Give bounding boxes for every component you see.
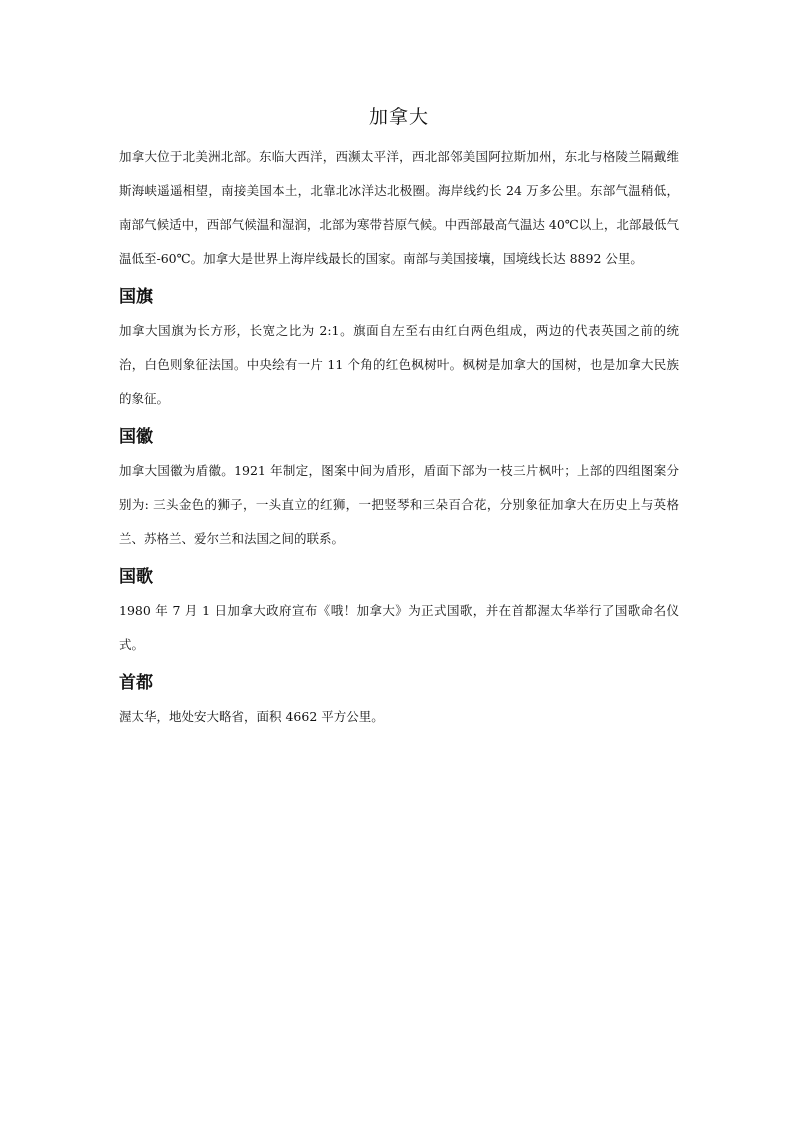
section-emblem xyxy=(119,416,679,556)
section-heading-flag: 国旗 xyxy=(119,287,153,307)
document-page xyxy=(119,100,679,734)
section-body-anthem: 1980 年 7 月 1 日加拿大政府宣布《哦！加拿大》为正式国歌，并在首都渥太华举行了国歌命名仪式。 xyxy=(119,603,679,652)
section-anthem xyxy=(119,556,679,662)
section-heading-capital: 首都 xyxy=(119,673,153,693)
intro-paragraph: 加拿大位于北美洲北部。东临大西洋，西濒太平洋，西北部邻美国阿拉斯加州，东北与格陵兰隔戴维斯海峡遥遥相望，南接美国本土，北靠北冰洋达北极圈。海岸线约长 24 万多公里。东部气温稍低，南部气候适中，西部气候温和湿润，北部为寒带苔原气候。中西部最高气温达 40℃以上，北部最低气温低至-60℃。加拿大是世界上海岸线最长的国家。南部与美国接壤，国境线长达 8892 公里。 xyxy=(119,149,679,266)
section-heading-emblem: 国徽 xyxy=(119,427,153,447)
document-title: 加拿大 xyxy=(368,106,429,128)
section-heading-anthem: 国歌 xyxy=(119,567,153,587)
section-capital xyxy=(119,662,679,734)
section-flag xyxy=(119,276,679,416)
section-body-capital: 渥太华，地处安大略省，面积 4662 平方公里。 xyxy=(119,709,384,724)
section-body-flag: 加拿大国旗为长方形，长宽之比为 2:1。旗面自左至右由红白两色组成，两边的代表英国之前的统治，白色则象征法国。中央绘有一片 11 个角的红色枫树叶。枫树是加拿大的国树，也是加拿大民族的象征。 xyxy=(119,323,679,406)
section-body-emblem: 加拿大国徽为盾徽。1921 年制定，图案中间为盾形，盾面下部为一枝三片枫叶；上部的四组图案分别为: 三头金色的狮子，一头直立的红狮，一把竖琴和三朵百合花，分别象征加拿大在历史上与英格兰、苏格兰、爱尔兰和法国之间的联系。 xyxy=(119,463,679,546)
